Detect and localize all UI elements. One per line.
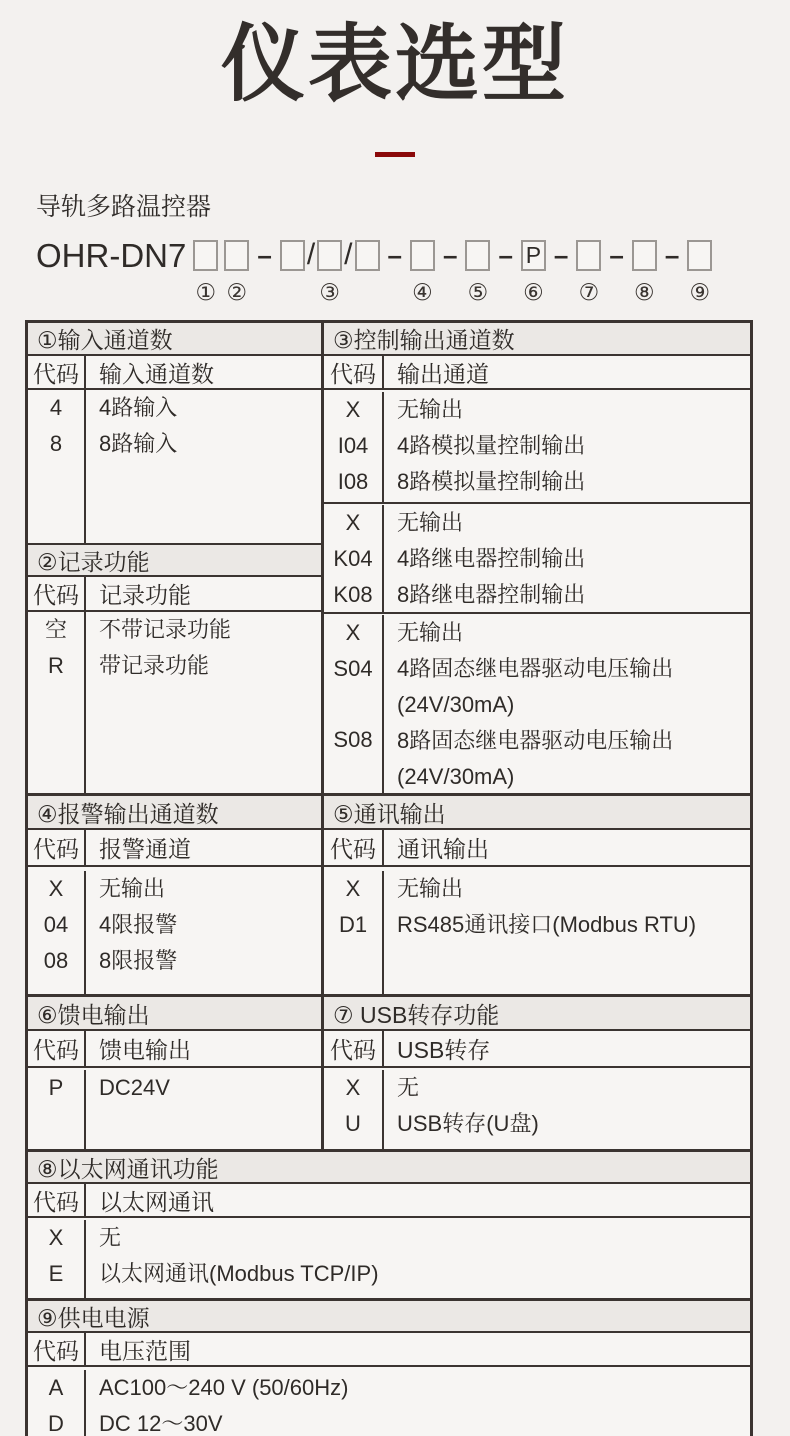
- desc-value: 不带记录功能: [99, 617, 232, 642]
- position-label-5: ⑤: [467, 279, 489, 305]
- desc-value: 8限报警: [99, 948, 178, 973]
- section-8-title: ⑧以太网通讯功能: [28, 1152, 750, 1184]
- desc-value: 8路输入: [99, 431, 178, 456]
- desc-value: RS485通讯接口(Modbus RTU): [397, 912, 697, 937]
- code-value: S08: [333, 727, 373, 752]
- ordering-code-line: [36, 237, 790, 305]
- section-3-group-relay: [324, 502, 750, 612]
- dash-separator: –: [257, 240, 272, 270]
- dash-separator: –: [498, 240, 513, 270]
- desc-column-label: USB转存: [397, 1037, 491, 1063]
- code-box-2: [224, 240, 249, 271]
- code-box-3b: [317, 240, 342, 271]
- code-column: [28, 390, 86, 543]
- section-9-title: ⑨供电电源: [28, 1301, 750, 1333]
- code-box-4: [410, 240, 435, 271]
- code-position-4: [410, 240, 435, 305]
- desc-value: 4路继电器控制输出: [397, 546, 586, 571]
- dash-separator: –: [664, 240, 680, 270]
- code-column-label: 代码: [324, 356, 384, 388]
- desc-column-label: 输入通道数: [99, 360, 214, 387]
- band-2: [28, 793, 750, 994]
- desc-value: AC100～240 V (50/60Hz): [99, 1375, 349, 1400]
- desc-column: [384, 871, 750, 994]
- section-5-rows: [324, 867, 750, 994]
- section-4-title: ④报警输出通道数: [28, 796, 321, 830]
- section-input-channels: [28, 323, 321, 793]
- desc-value: 8路模拟量控制输出: [397, 469, 586, 494]
- desc-value: 无输出: [397, 397, 464, 422]
- section-1-rows: [28, 390, 321, 543]
- section-feed-output: [28, 997, 321, 1149]
- code-position-8: [632, 240, 657, 305]
- section-comm-output: [321, 796, 750, 994]
- position-label-8: ⑧: [634, 279, 655, 305]
- code-value: X: [345, 876, 361, 901]
- desc-note: (24V/30mA): [397, 764, 515, 789]
- code-value: X: [48, 876, 64, 901]
- code-value: D: [48, 1411, 64, 1436]
- code-position-2: [224, 240, 249, 305]
- code-value: K08: [333, 582, 373, 607]
- desc-column: [86, 1070, 321, 1149]
- section-3-group-ssr: [324, 612, 750, 793]
- code-box-8: [632, 240, 657, 271]
- code-value: R: [48, 653, 64, 678]
- code-value: 4: [49, 395, 63, 420]
- desc-note: (24V/30mA): [397, 692, 515, 717]
- section-7-column-header: [324, 1031, 750, 1068]
- code-position-7: [576, 240, 601, 305]
- code-value: X: [345, 1075, 361, 1100]
- selection-table: [25, 320, 753, 1436]
- code-column: [324, 1070, 384, 1149]
- dash-separator: –: [553, 240, 569, 270]
- desc-value: 4路模拟量控制输出: [397, 433, 586, 458]
- desc-value: DC24V: [99, 1075, 170, 1100]
- code-column: [28, 1370, 86, 1436]
- position-label-4: ④: [412, 279, 433, 305]
- position-label-7: ⑦: [578, 279, 600, 305]
- section-power-supply: [28, 1301, 750, 1436]
- section-2-column-header: [28, 577, 321, 612]
- desc-column: [86, 390, 321, 543]
- code-column: [28, 612, 86, 793]
- desc-column-label: 输出通道: [397, 360, 489, 387]
- desc-column-label: 报警通道: [99, 836, 191, 862]
- desc-column: [384, 1070, 750, 1149]
- code-value: X: [345, 620, 361, 645]
- code-position-1: [193, 240, 218, 305]
- section-7-rows: [324, 1068, 750, 1149]
- code-value: P: [48, 1075, 64, 1100]
- code-box-1: [193, 240, 218, 271]
- section-8-column-header: [28, 1184, 750, 1218]
- code-group-3: [280, 240, 380, 271]
- slash-separator: /: [306, 238, 316, 271]
- code-column-label: 代码: [28, 1333, 86, 1365]
- desc-value: 4路固态继电器驱动电压输出: [397, 656, 674, 681]
- code-value: 04: [43, 912, 69, 937]
- code-value: 空: [44, 617, 67, 642]
- desc-column-label: 电压范围: [99, 1337, 191, 1364]
- section-usb-transfer: [321, 997, 750, 1149]
- code-box-3c: [355, 240, 380, 271]
- desc-column-label: 记录功能: [99, 582, 191, 608]
- desc-value: 8路固态继电器驱动电压输出: [397, 728, 674, 753]
- desc-column-label: 通讯输出: [397, 836, 489, 862]
- desc-column-label: 以太网通讯: [99, 1188, 214, 1215]
- section-5-title: ⑤通讯输出: [324, 796, 750, 830]
- position-label-1: ①: [195, 279, 217, 305]
- code-column: [324, 871, 384, 994]
- code-column-label: 代码: [28, 1031, 86, 1066]
- code-column-label: 代码: [28, 356, 86, 388]
- desc-column: [86, 1220, 750, 1298]
- band-4: [28, 1149, 750, 1298]
- code-box-5: [465, 240, 490, 271]
- section-5-column-header: [324, 830, 750, 867]
- desc-value: 无: [99, 1225, 122, 1250]
- code-value: I04: [337, 433, 369, 458]
- section-alarm-outputs: [28, 796, 321, 994]
- desc-column: [384, 392, 750, 502]
- code-column: [28, 1220, 86, 1298]
- product-name: 导轨多路温控器: [36, 193, 212, 221]
- code-value: X: [345, 397, 361, 422]
- code-column-label: 代码: [28, 830, 86, 865]
- section-1-column-header: [28, 356, 321, 390]
- position-label-2: ②: [226, 279, 248, 305]
- model-prefix: OHR-DN7: [36, 237, 187, 274]
- dash-separator: –: [609, 240, 624, 270]
- slash-separator: /: [344, 238, 353, 271]
- section-9-rows: [28, 1367, 750, 1436]
- dash-separator: –: [442, 240, 458, 270]
- code-value: S04: [333, 656, 373, 681]
- code-column-label: 代码: [28, 1184, 86, 1216]
- code-value: A: [48, 1375, 64, 1400]
- code-position-5: [465, 240, 490, 305]
- desc-value: USB转存(U盘): [397, 1111, 539, 1136]
- section-8-rows: [28, 1218, 750, 1298]
- section-6-column-header: [28, 1031, 321, 1068]
- code-value: U: [345, 1111, 361, 1136]
- section-4-column-header: [28, 830, 321, 867]
- desc-value: 无输出: [99, 876, 166, 901]
- code-column: [28, 871, 86, 994]
- code-column: [324, 505, 384, 612]
- section-6-title: ⑥馈电输出: [28, 997, 321, 1031]
- desc-value: 8路继电器控制输出: [397, 582, 586, 607]
- section-3-column-header: [324, 356, 750, 390]
- desc-column-label: 馈电输出: [99, 1037, 191, 1063]
- desc-value: 无: [397, 1075, 420, 1100]
- code-column-label: 代码: [324, 1031, 384, 1066]
- section-3-title: ③控制输出通道数: [324, 323, 750, 356]
- desc-column: [86, 871, 321, 994]
- section-9-column-header: [28, 1333, 750, 1367]
- band-5: [28, 1298, 750, 1436]
- desc-value: 带记录功能: [99, 653, 210, 678]
- code-column: [324, 392, 384, 502]
- desc-value: 无输出: [397, 620, 464, 645]
- section-6-rows: [28, 1068, 321, 1149]
- code-box-7: [576, 240, 601, 271]
- section-4-rows: [28, 867, 321, 994]
- desc-value: 无输出: [397, 876, 464, 901]
- desc-column: [384, 505, 750, 612]
- code-value: X: [48, 1225, 64, 1250]
- desc-value: 4限报警: [99, 912, 178, 937]
- code-box-9: [687, 240, 712, 271]
- code-value: 8: [49, 431, 63, 456]
- position-label-3: ③: [319, 279, 340, 305]
- section-2-rows: [28, 612, 321, 793]
- code-position-3: [280, 240, 380, 305]
- code-box-6-p: P: [521, 240, 546, 271]
- code-position-6: [521, 240, 546, 305]
- section-control-outputs: [321, 323, 750, 793]
- page-title: 仪表选型: [220, 17, 569, 111]
- code-column: [28, 1070, 86, 1149]
- code-column-label: 代码: [324, 830, 384, 865]
- code-column-label: 代码: [28, 577, 86, 610]
- code-value: D1: [338, 912, 368, 937]
- section-3-group-analog: [324, 390, 750, 502]
- section-ethernet: [28, 1152, 750, 1298]
- code-value: I08: [337, 469, 369, 494]
- section-1-title: ①输入通道数: [28, 323, 321, 356]
- desc-value: 4路输入: [99, 395, 178, 420]
- desc-value: 无输出: [397, 510, 464, 535]
- band-3: [28, 994, 750, 1149]
- code-value: 08: [43, 948, 69, 973]
- desc-column: [384, 615, 750, 793]
- desc-value: DC 12～30V: [99, 1411, 223, 1436]
- code-column: [324, 615, 384, 793]
- position-label-6: ⑥: [523, 279, 544, 305]
- code-value: X: [345, 510, 361, 535]
- section-7-title: ⑦ USB转存功能: [324, 997, 750, 1031]
- dash-separator: –: [387, 240, 402, 270]
- band-1: [28, 323, 750, 793]
- desc-value: 以太网通讯(Modbus TCP/IP): [99, 1261, 379, 1286]
- desc-column: [86, 1370, 750, 1436]
- section-2-title: ②记录功能: [28, 543, 321, 577]
- desc-column: [86, 612, 321, 793]
- code-value: K04: [333, 546, 373, 571]
- accent-divider: [375, 152, 415, 157]
- code-position-9: [687, 240, 712, 305]
- code-box-3a: [280, 240, 305, 271]
- position-label-9: ⑨: [689, 279, 711, 305]
- code-value: E: [48, 1261, 64, 1286]
